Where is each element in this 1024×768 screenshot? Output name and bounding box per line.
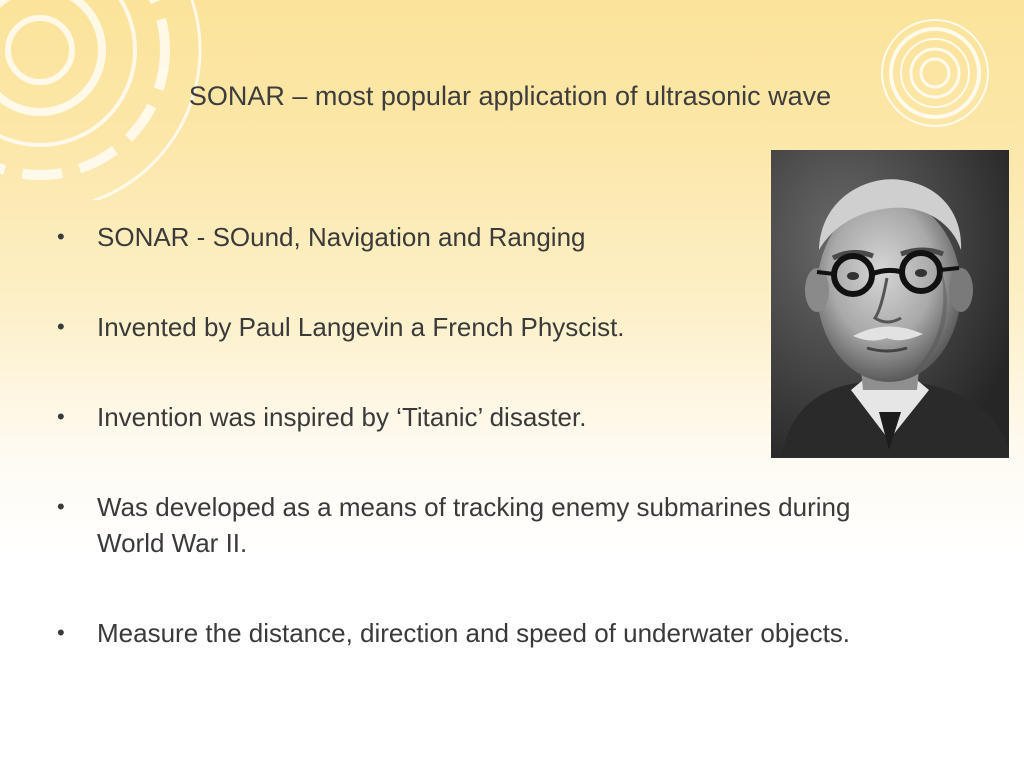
bullet-text: Invented by Paul Langevin a French Physcist. xyxy=(97,312,625,342)
bullet-text: SONAR - SOund, Navigation and Ranging xyxy=(97,222,586,252)
bullet-dot-icon: • xyxy=(57,620,65,645)
bullet-dot-icon: • xyxy=(57,494,65,519)
bullet-text: Was developed as a means of tracking enemy submarines during World War II. xyxy=(97,492,851,558)
bullet-item xyxy=(55,399,915,435)
bullet-text: Invention was inspired by ‘Titanic’ disaster. xyxy=(97,402,587,432)
bullet-text: Measure the distance, direction and speed of underwater objects. xyxy=(97,618,851,648)
slide-title: SONAR – most popular application of ultrasonic wave xyxy=(188,81,832,111)
bullet-dot-icon: • xyxy=(57,404,65,429)
bullet-item xyxy=(55,219,915,255)
bullet-dot-icon: • xyxy=(57,314,65,339)
bullet-item xyxy=(55,615,915,651)
bullet-item xyxy=(55,489,915,561)
bullet-dot-icon: • xyxy=(57,224,65,249)
bullet-item xyxy=(55,309,915,345)
bullet-list xyxy=(55,219,915,651)
